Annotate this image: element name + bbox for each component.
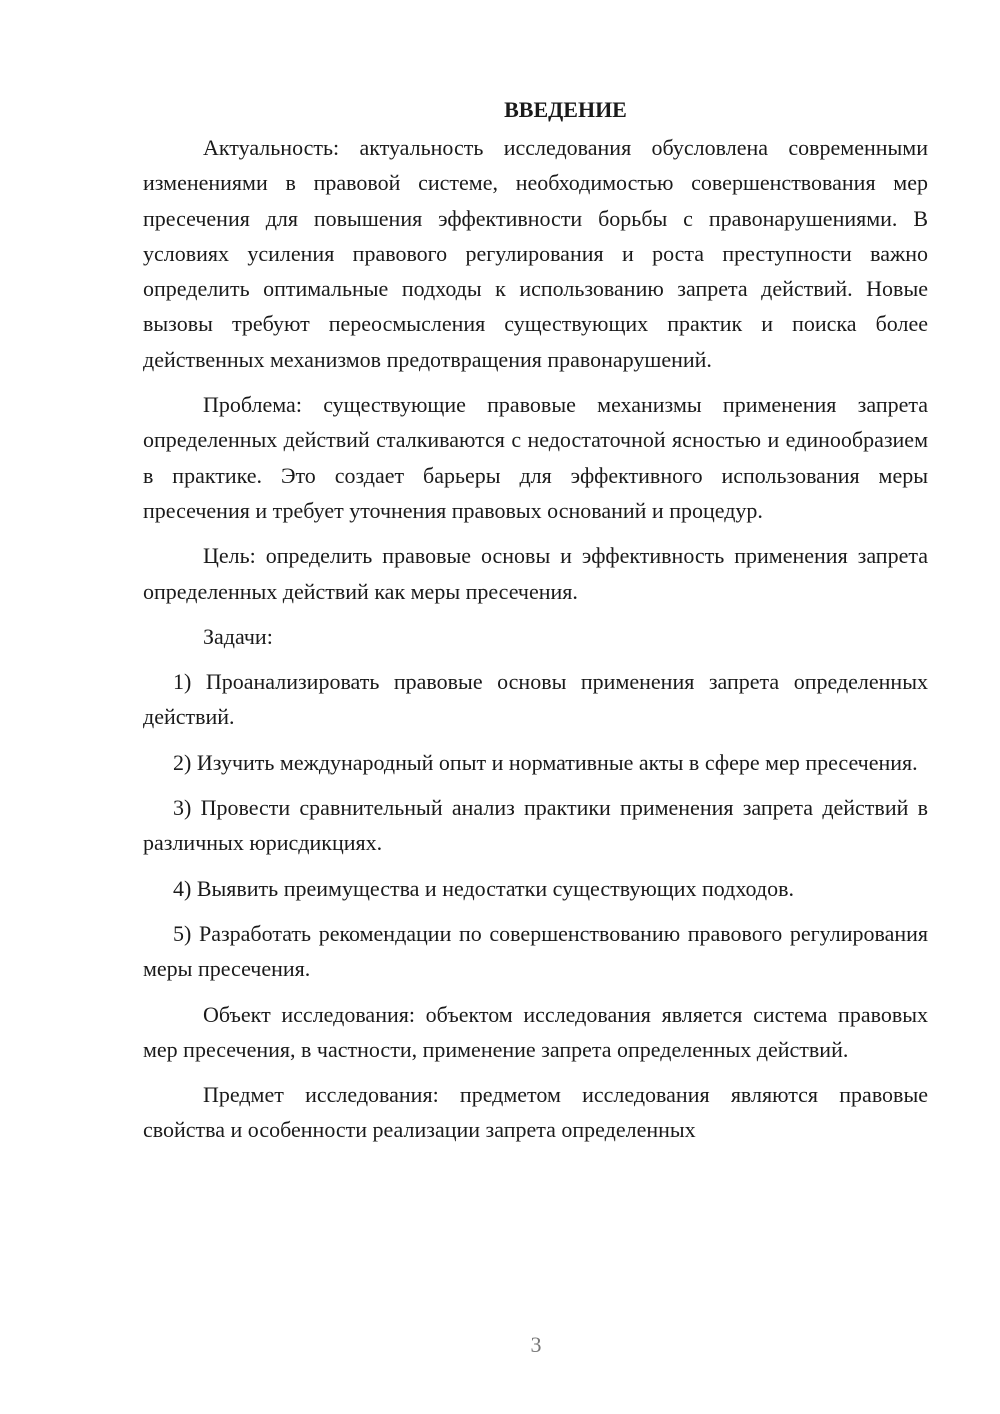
task-item-3: 3) Провести сравнительный анализ практики применения запрета действий в различных юрисдикциях. — [143, 795, 928, 856]
goal-paragraph: Цель: определить правовые основы и эффективность применения запрета определенных действий как меры пресечения. — [143, 543, 928, 604]
relevance-paragraph: Актуальность: актуальность исследования обусловлена современными изменениями в правовой системе, необходимостью совершенствования мер пресечения для повышения эффективности борьбы с правонарушениями. В условиях усиления правового регулирования и роста преступности важно определить оптимальные подходы к использованию запрета действий. Новые вызовы требуют переосмысления существующих практик и поиска более действенных механизмов предотвращения правонарушений. — [143, 135, 928, 372]
object-paragraph: Объект исследования: объектом исследования является система правовых мер пресечения, в частности, применение запрета определенных действий. — [143, 1001, 928, 1062]
section-title: ВВЕДЕНИЕ — [504, 97, 627, 122]
task-item-1: 1) Проанализировать правовые основы применения запрета определенных действий. — [143, 669, 928, 730]
tasks-label: Задачи: — [203, 623, 273, 649]
page-content — [143, 92, 928, 1158]
task-item-5: 5) Разработать рекомендации по совершенствованию правового регулирования меры пресечения. — [143, 920, 928, 982]
task-item-2: 2) Изучить международный опыт и нормативные акты в сфере мер пресечения. — [173, 749, 918, 775]
problem-paragraph: Проблема: существующие правовые механизмы применения запрета определенных действий сталкиваются с недостаточной ясностью и единообразием в практике. Это создает барьеры для эффективного использования меры пресечения и требует уточнения правовых оснований и процедур. — [143, 392, 928, 523]
page-number: 3 — [530, 1332, 542, 1357]
task-item-4: 4) Выявить преимущества и недостатки существующих подходов. — [173, 875, 794, 901]
subject-paragraph: Предмет исследования: предметом исследования являются правовые свойства и особенности реализации запрета определенных — [143, 1082, 928, 1143]
